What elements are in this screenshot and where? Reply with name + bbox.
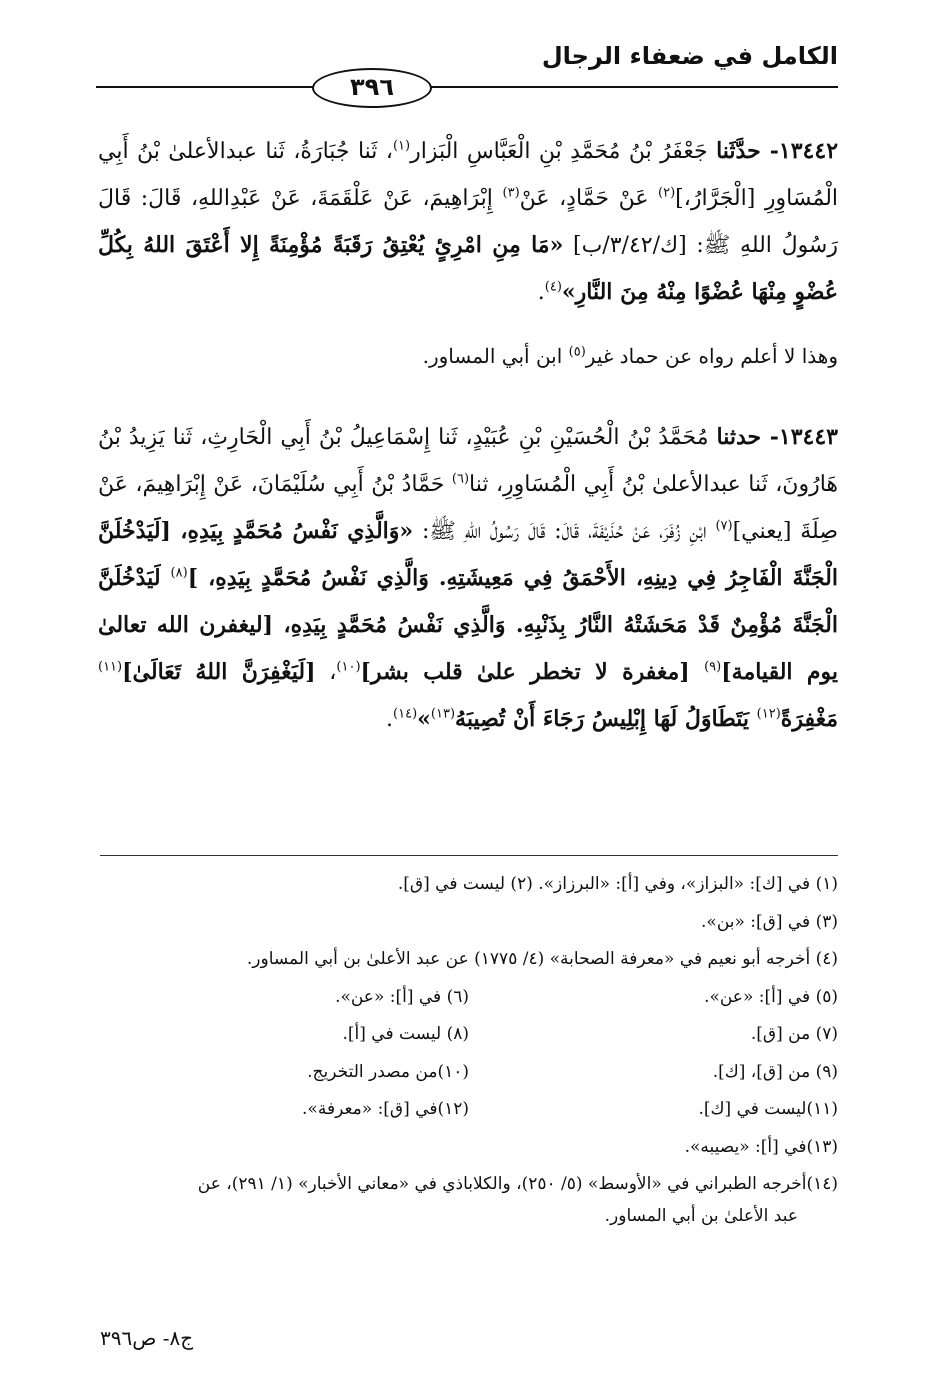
text-segment: إِبْرَاهِيمَ، عَنْ عَلْقَمَةَ، عَنْ عَبْدِاللهِ، قَالَ: قَالَ رَسُولُ اللهِ ﷺ: [ك/٣/٤٢/ب]	[98, 186, 838, 258]
footnotes	[100, 866, 838, 1233]
bold-text: حدَّثَنا	[716, 138, 761, 164]
footnote-marker: (١٤)	[393, 706, 418, 722]
footnote-item: (٩) من [ق]، [ك].	[712, 1061, 838, 1082]
footnote-row	[100, 1016, 838, 1054]
hadith-number: ١٣٤٤٣-	[761, 424, 838, 450]
footnote-marker: (٢)	[658, 185, 676, 201]
footnote-row	[100, 1091, 838, 1129]
footnote-marker: (٥)	[568, 344, 586, 360]
text-segment: ، ثَنا جُبَارَةُ، ثَنا عبدالأعلىٰ بْنُ أَبِي الْمُسَاوِرِ [الْجَرَّارُ،]	[98, 139, 839, 211]
page-header	[96, 40, 838, 101]
text-segment: ،	[315, 660, 337, 685]
bold-text: [لَيَغْفِرَنَّ اللهُ تَعَالَىٰ]	[122, 659, 316, 685]
footnote-item: (٨) ليست في [أ].	[342, 1024, 469, 1044]
bold-text: مَغْفِرَةً	[780, 706, 838, 732]
footnote-marker: (٦)	[451, 471, 470, 487]
text-segment: حَمَّادُ بْنُ أَبِي سُلَيْمَانَ، عَنْ إِبْرَاهِيمَ، عَنْ صِلَةَ [يعني]	[98, 472, 838, 544]
footnote-marker: (٤)	[544, 279, 562, 295]
footnote-marker: (٣)	[502, 185, 520, 201]
text-segment: مُحَمَّدُ بْنُ الْحُسَيْنِ بْنِ عُبَيْدٍ، ثَنا إِسْمَاعِيلُ بْنُ أَبِي الْحَارِثِ، ثَنا يَزِيدُ بْنُ هَارُونَ، ثَنا عبدالأعلىٰ بْنُ أَبِي الْمُسَاوِرِ، ثنا	[98, 425, 839, 497]
footnote-row	[100, 904, 838, 942]
footnote-item: (١) في [ك]: «البزاز»، وفي [أ]: «البرزاز». (٢) ليست في [ق].	[397, 874, 838, 894]
footnote-row	[100, 866, 838, 904]
footnote-marker: (١٢)	[756, 706, 781, 722]
footnote-row	[100, 1129, 838, 1167]
main-text	[98, 128, 838, 760]
footnote-marker: (١١)	[98, 659, 123, 675]
footnote-item: (٦) في [أ]: «عن».	[335, 986, 469, 1007]
footnote-item: (٥) في [أ]: «عن».	[704, 986, 838, 1007]
page-number-badge: ٣٩٦	[312, 68, 432, 108]
text-segment: .	[537, 280, 545, 305]
text-segment: وهذا لا أعلم رواه عن حماد غير	[585, 344, 838, 368]
footnote-row	[100, 1054, 838, 1092]
header-rule	[96, 86, 838, 88]
footnote-item: (١٢)في [ق]: «معرفة».	[302, 1099, 469, 1119]
commentary-paragraph	[98, 333, 838, 380]
hadith-paragraph	[98, 128, 838, 316]
bold-text: حدثنا	[716, 424, 762, 450]
text-segment: ابن أبي المساور.	[422, 344, 569, 368]
footnote-marker: (٨)	[170, 565, 188, 581]
bold-text: [مغفرة لا تخطر علىٰ قلب بشر]	[360, 659, 705, 685]
hadith-number: ١٣٤٤٢-	[760, 138, 839, 164]
page-reference: ج٨- ص٣٩٦	[100, 1326, 194, 1350]
text-segment: ابْنِ زُفَرَ، عَنْ حُذَيْفَةَ، قَالَ: قَالَ رَسُولُ اللهِ ﷺ:	[413, 519, 716, 544]
footnote-row	[100, 979, 838, 1017]
footnote-marker: (١٠)	[336, 659, 361, 675]
footnote-item: (٧) من [ق].	[750, 1024, 838, 1044]
footnote-row	[100, 941, 838, 979]
footnote-marker: (٩)	[704, 659, 722, 675]
footnote-marker: (٧)	[715, 518, 733, 534]
text-segment: جَعْفَرُ بْنُ مُحَمَّدِ بْنِ الْعَبَّاسِ الْبَزار	[410, 139, 717, 164]
footnote-item: (١٣)في [أ]: «يصيبه».	[684, 1136, 838, 1157]
bold-text: يَتَطَاوَلُ لَهَا إِبْلِيسُ رَجَاءَ أَنْ تُصِيبَهُ	[455, 706, 757, 732]
footnote-marker: (١)	[392, 138, 411, 154]
book-title: الكامل في ضعفاء الرجال	[541, 42, 838, 70]
text-segment: .	[386, 707, 394, 732]
footnote-item: (٣) في [ق]: «بن».	[701, 911, 838, 932]
footnote-row	[100, 1166, 838, 1204]
text-segment: عَنْ حَمَّادٍ، عَنْ	[519, 186, 659, 211]
bold-text: «مَا مِنِ امْرِئٍ يُعْتِقُ رَقَبَةً مُؤْمِنَةً إِلا أَعْتَقَ اللهُ بِكُلِّ عُضْوٍ مِنْهَا عُضْوًا مِنْهُ مِنَ النَّارِ»	[98, 232, 838, 305]
footnote-item: (١٤)أخرجه الطبراني في «الأوسط» (٥/ ٢٥٠)، والكلاباذي في «معاني الأخبار» (١/ ٢٩١)، عن	[197, 1174, 838, 1194]
hadith-paragraph	[98, 414, 838, 743]
footnote-marker: (١٣)	[430, 706, 456, 722]
footnote-item: (١١)ليست في [ك].	[698, 1099, 838, 1119]
bold-text: «وَالَّذِي نَفْسُ مُحَمَّدٍ بِيَدِهِ، [لَيَدْخُلَنَّ الْجَنَّةَ الْفَاجِرُ فِي دِينِهِ، الأَحْمَقُ فِي مَعِيشَتِهِ. وَالَّذِي نَفْسُ مُحَمَّدٍ بِيَدِهِ، ]	[98, 518, 839, 591]
footnote-item: (١٠)من مصدر التخريج.	[307, 1061, 469, 1082]
footnote-item: (٤) أخرجه أبو نعيم في «معرفة الصحابة» (٤/ ١٧٧٥) عن عبد الأعلىٰ بن أبي المساور.	[246, 949, 838, 969]
bold-text: لَيَدْخُلَنَّ الْجَنَّةَ مُؤْمِنٌ قَدْ مَحَشَتْهُ النَّارُ بِذَنْبِهِ. وَالَّذِي نَفْسُ مُحَمَّدٍ بِيَدِهِ، [ليغفرن الله تعالىٰ يوم القيامة]	[98, 565, 839, 685]
footnote-continuation: عبد الأعلىٰ بن أبي المساور.	[604, 1205, 798, 1226]
footnote-divider	[100, 855, 838, 856]
bold-text: »	[417, 706, 431, 732]
